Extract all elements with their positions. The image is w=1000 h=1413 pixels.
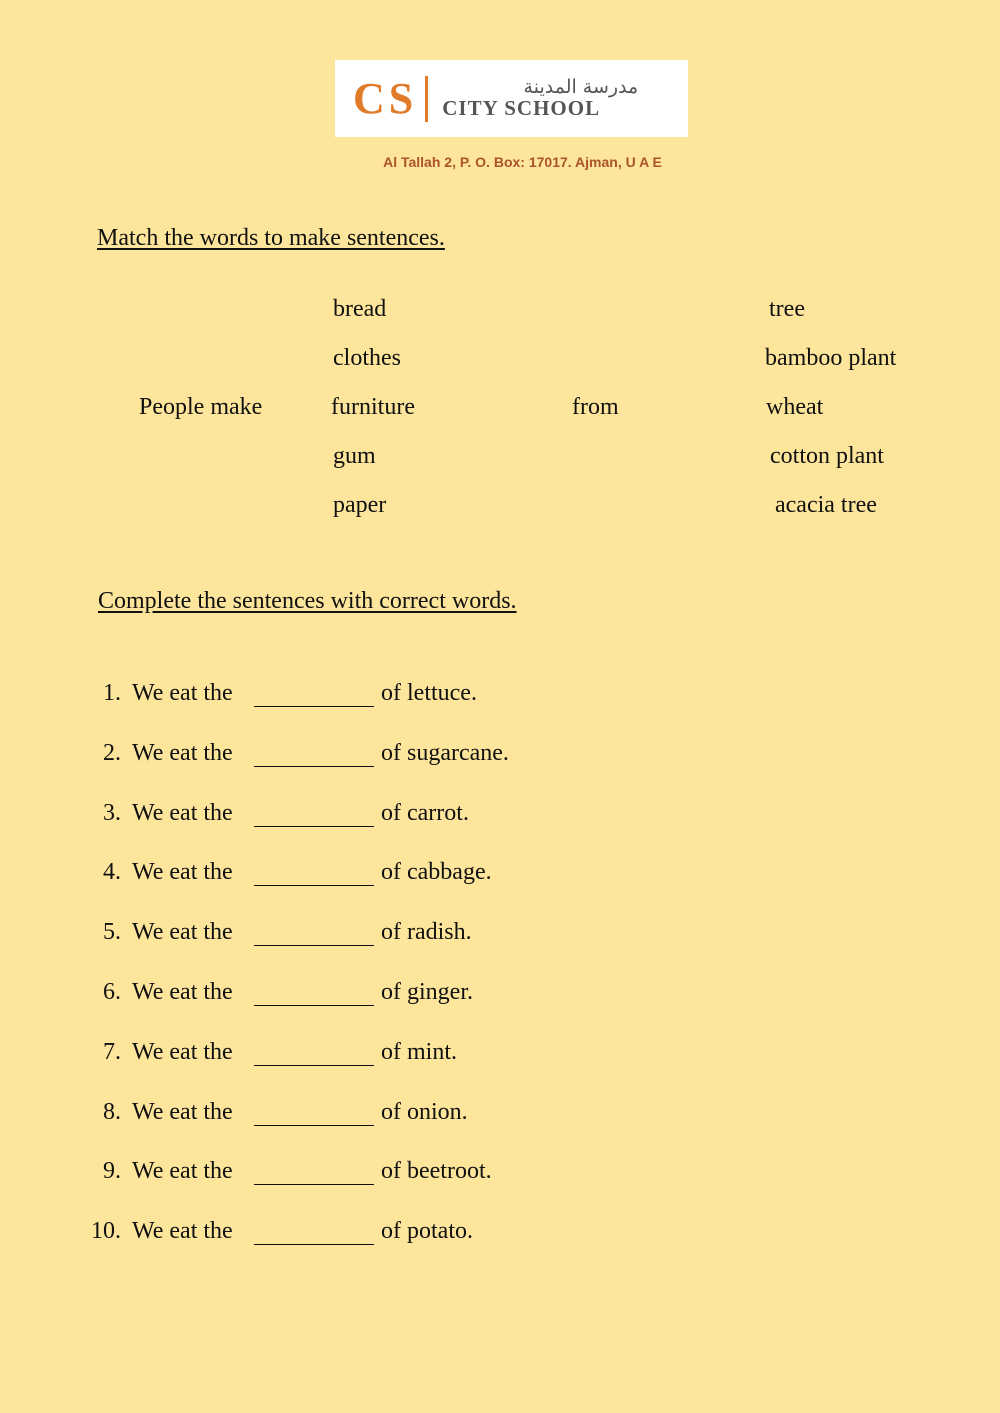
sentence-suffix: of cabbage. <box>381 859 492 885</box>
sentence-prefix: We eat the <box>132 680 233 706</box>
sentence-suffix: of carrot. <box>381 800 469 826</box>
sentence-number: 3. <box>103 800 121 826</box>
answer-blank[interactable] <box>254 1042 374 1066</box>
answer-blank[interactable] <box>254 1102 374 1126</box>
sentence-prefix: We eat the <box>132 1099 233 1125</box>
source-word: tree <box>769 296 805 322</box>
answer-blank[interactable] <box>254 1161 374 1185</box>
answer-blank[interactable] <box>254 922 374 946</box>
match-heading: Match the words to make sentences. <box>97 225 445 251</box>
source-word: acacia tree <box>775 492 877 518</box>
sentence-prefix: We eat the <box>132 1158 233 1184</box>
answer-blank[interactable] <box>254 982 374 1006</box>
sentence-number: 7. <box>103 1039 121 1065</box>
logo-initials: CS <box>353 73 418 123</box>
product-word: gum <box>333 443 376 469</box>
product-word: clothes <box>333 345 401 371</box>
product-word: bread <box>333 296 387 322</box>
sentence-suffix: of mint. <box>381 1039 457 1065</box>
sentence-suffix: of radish. <box>381 919 472 945</box>
logo-text-block <box>442 77 638 121</box>
match-connector: from <box>572 394 619 420</box>
product-word: furniture <box>331 394 415 420</box>
sentence-prefix: We eat the <box>132 1039 233 1065</box>
logo-arabic-name: مدرسة المدينة <box>523 75 639 98</box>
sentence-number: 9. <box>103 1158 121 1184</box>
source-word: bamboo plant <box>765 345 897 371</box>
sentence-prefix: We eat the <box>132 979 233 1005</box>
answer-blank[interactable] <box>254 803 374 827</box>
sentence-prefix: We eat the <box>132 859 233 885</box>
sentence-suffix: of lettuce. <box>381 680 477 706</box>
sentence-suffix: of onion. <box>381 1099 468 1125</box>
sentence-number: 8. <box>103 1099 121 1125</box>
answer-blank[interactable] <box>254 1221 374 1245</box>
sentence-suffix: of ginger. <box>381 979 473 1005</box>
source-word: wheat <box>766 394 824 420</box>
answer-blank[interactable] <box>254 683 374 707</box>
complete-heading: Complete the sentences with correct words. <box>98 588 517 614</box>
school-logo <box>335 60 688 137</box>
sentence-prefix: We eat the <box>132 1218 233 1244</box>
sentence-number: 6. <box>103 979 121 1005</box>
logo-divider <box>425 76 428 122</box>
sentence-prefix: We eat the <box>132 919 233 945</box>
sentence-number: 10. <box>91 1218 121 1244</box>
sentence-suffix: of potato. <box>381 1218 473 1244</box>
answer-blank[interactable] <box>254 862 374 886</box>
sentence-prefix: We eat the <box>132 740 233 766</box>
sentence-number: 4. <box>103 859 121 885</box>
source-word: cotton plant <box>770 443 884 469</box>
school-address: Al Tallah 2, P. O. Box: 17017. Ajman, U A E <box>383 154 662 170</box>
product-word: paper <box>333 492 387 518</box>
answer-blank[interactable] <box>254 743 374 767</box>
logo-english-name: CITY SCHOOL <box>442 96 601 121</box>
match-subject: People make <box>139 394 263 420</box>
sentence-prefix: We eat the <box>132 800 233 826</box>
sentence-number: 1. <box>103 680 121 706</box>
sentence-suffix: of beetroot. <box>381 1158 492 1184</box>
sentence-number: 5. <box>103 919 121 945</box>
sentence-suffix: of sugarcane. <box>381 740 509 766</box>
sentence-number: 2. <box>103 740 121 766</box>
